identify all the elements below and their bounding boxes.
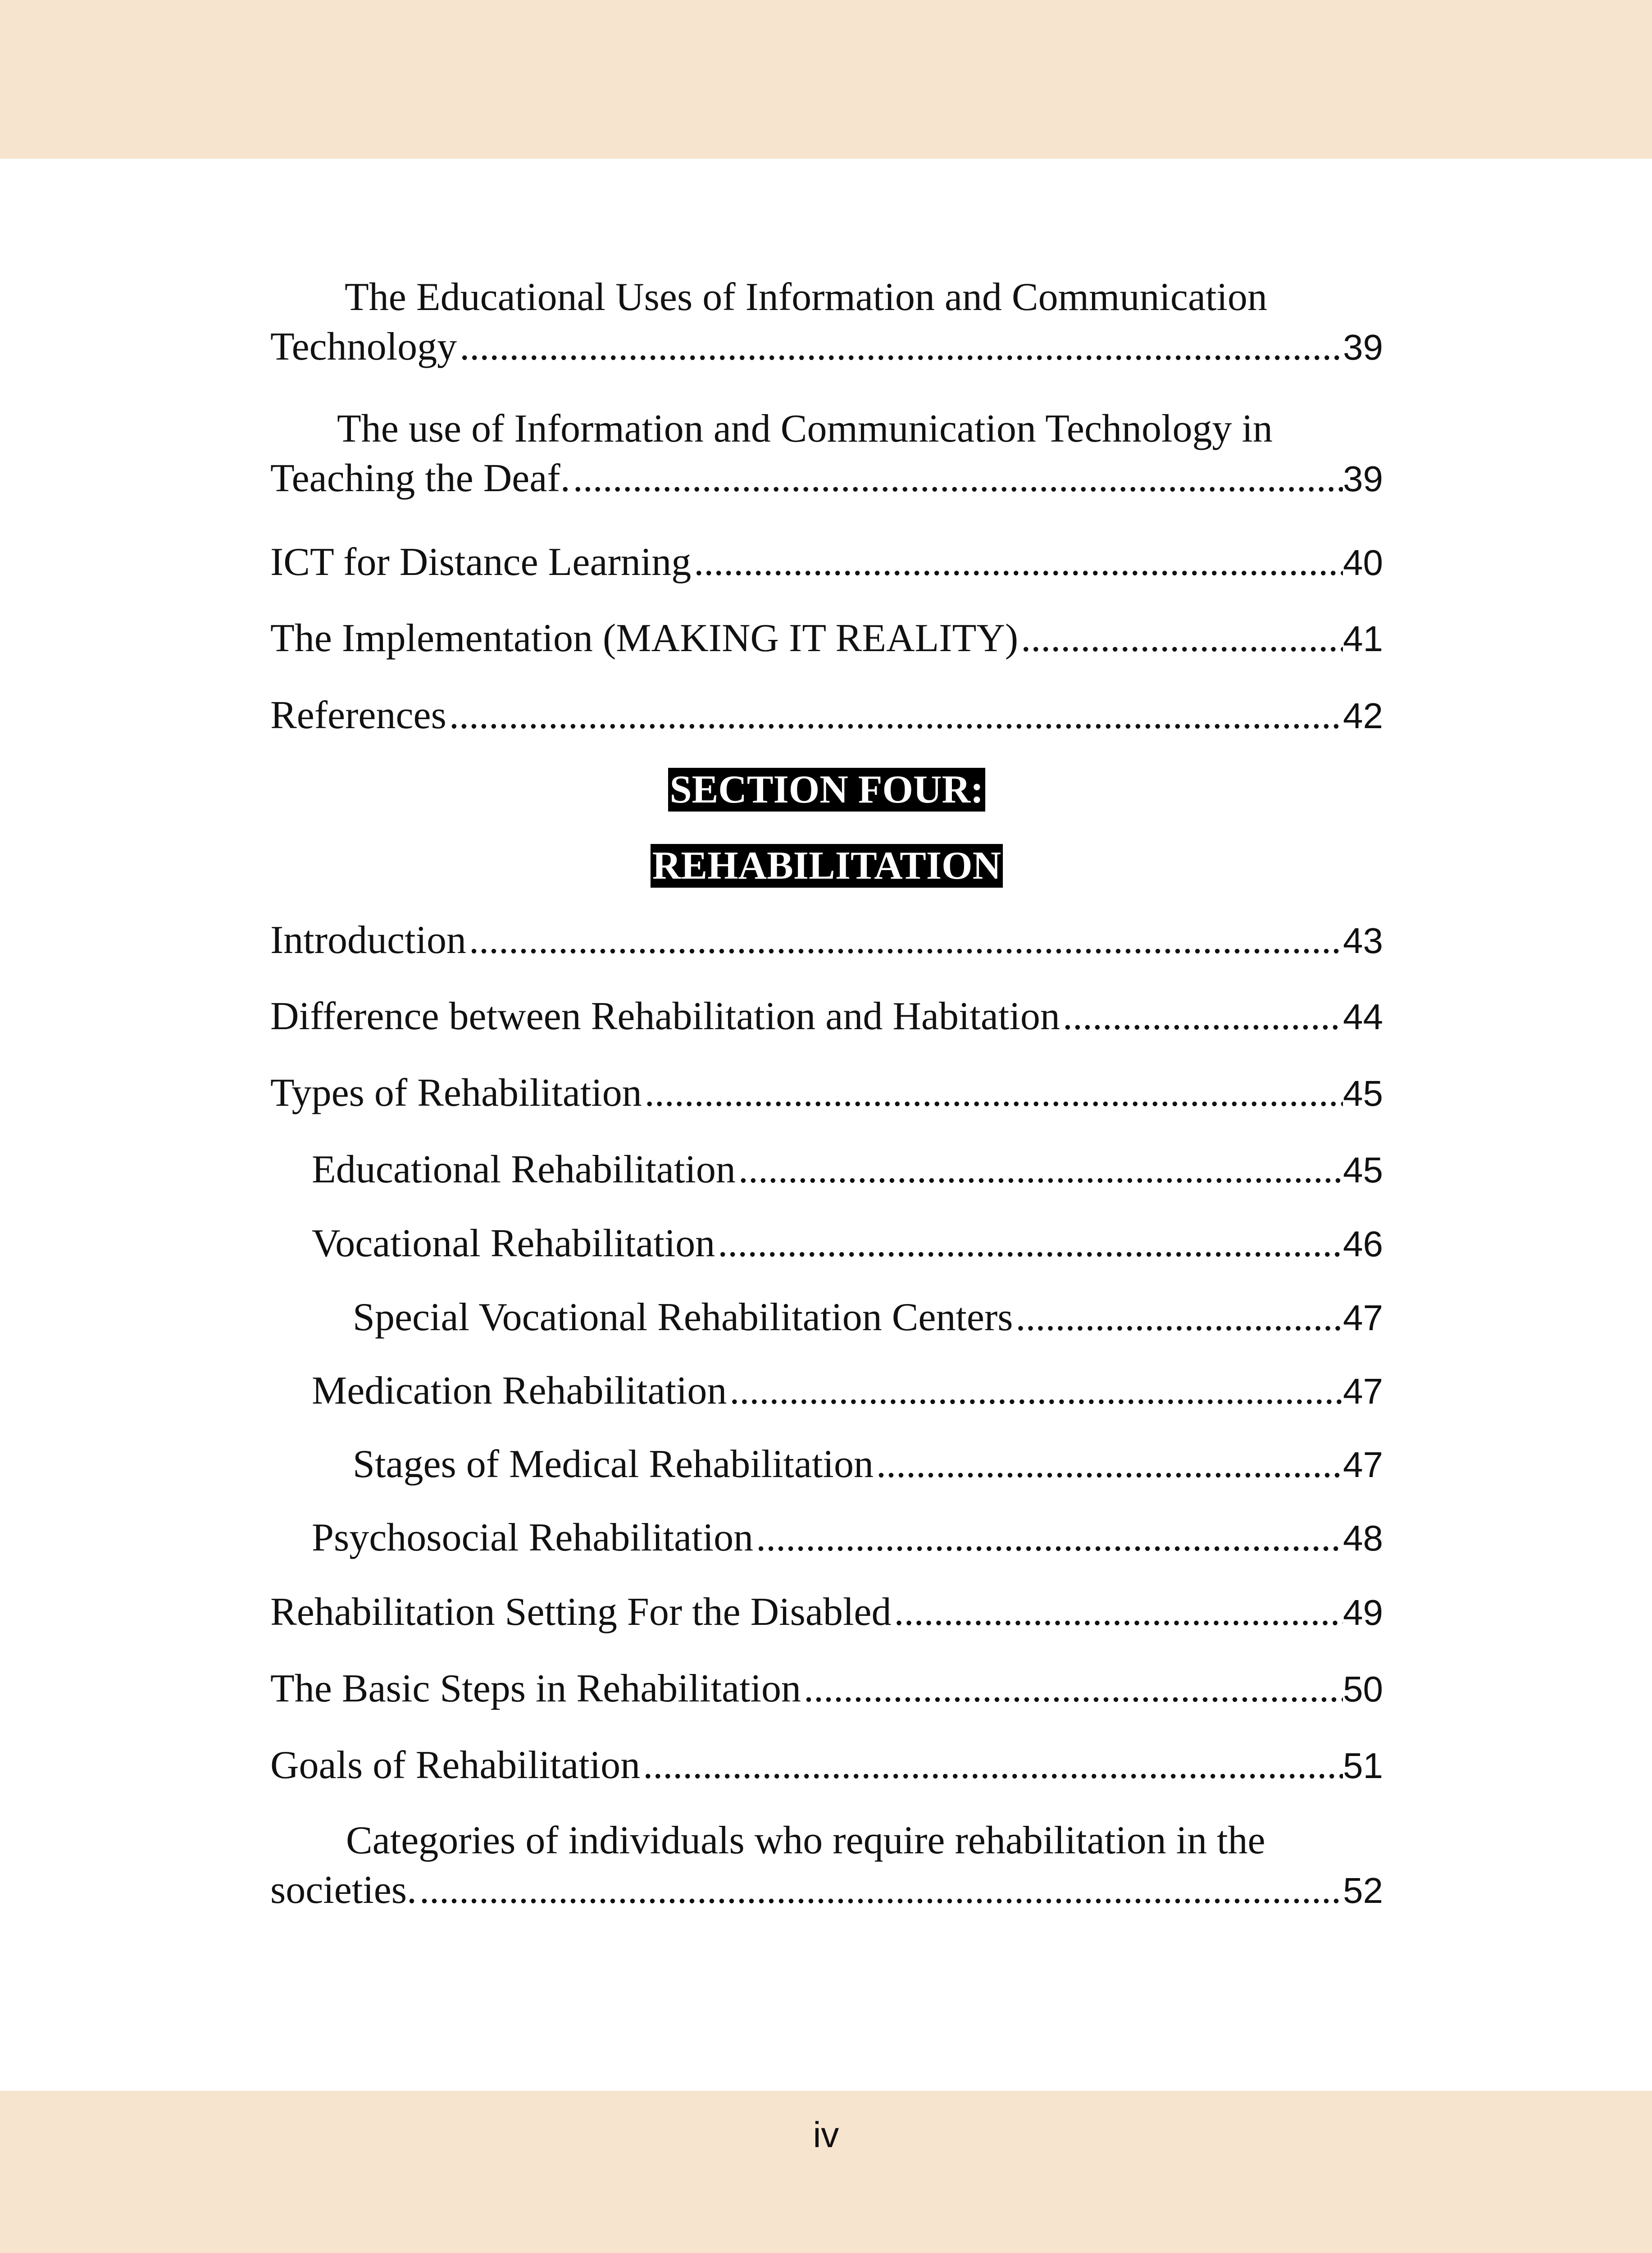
toc-entry[interactable] <box>270 1068 1383 1118</box>
toc-entry-title: Types of Rehabilitation <box>270 1071 642 1115</box>
toc-leader-dots <box>891 1587 1343 1637</box>
toc-entry-lead: The Educational Uses of Information and Communication <box>345 275 1267 319</box>
toc-leader-dots <box>715 1219 1343 1268</box>
toc-entry-title: Psychosocial Rehabilitation <box>312 1516 754 1560</box>
section-heading-text: SECTION FOUR: <box>668 768 986 812</box>
toc-leader-dots <box>1013 1293 1343 1342</box>
toc-entry-title: Vocational Rehabilitation <box>312 1222 715 1265</box>
section-heading-line-2 <box>270 841 1383 891</box>
toc-entry-lead: The use of Information and Communication Technology in <box>337 407 1273 451</box>
toc-leader-dots <box>640 1741 1343 1790</box>
toc-entry-page: 48 <box>1343 1518 1383 1558</box>
toc-leader-dots <box>457 322 1343 372</box>
toc-entry-page: 50 <box>1343 1669 1383 1709</box>
toc-entry-page: 45 <box>1343 1150 1383 1190</box>
toc-entry-page: 47 <box>1343 1298 1383 1338</box>
toc-entry[interactable] <box>270 916 1383 965</box>
toc-entry-page: 51 <box>1343 1746 1383 1786</box>
toc-leader-dots <box>691 538 1343 587</box>
toc-entry-page: 42 <box>1343 696 1383 736</box>
toc-entry-title: Special Vocational Rehabilitation Centers <box>353 1295 1013 1339</box>
header-band <box>0 0 1652 159</box>
toc-entry[interactable] <box>270 538 1383 587</box>
page-number: iv <box>813 2115 839 2155</box>
toc-entry[interactable] <box>270 691 1383 740</box>
toc-entry[interactable] <box>312 1219 1383 1268</box>
toc-entry-lead: Categories of individuals who require rehabilitation in the <box>346 1819 1265 1862</box>
toc-entry-title: Educational Rehabilitation <box>312 1148 736 1191</box>
section-heading-text: REHABILITATION <box>651 844 1003 888</box>
toc-leader-dots <box>874 1440 1343 1489</box>
toc-entry-title: Difference between Rehabilitation and Habitation <box>270 994 1060 1038</box>
toc-entry-title: Teaching the Deaf. <box>270 456 570 500</box>
toc-entry-title: The Implementation (MAKING IT REALITY) <box>270 616 1019 660</box>
toc-entry-title: The Basic Steps in Rehabilitation <box>270 1667 801 1710</box>
toc-entry-page: 49 <box>1343 1592 1383 1633</box>
toc-entry[interactable] <box>312 1145 1383 1195</box>
toc-entry[interactable] <box>270 992 1383 1041</box>
toc-entry-title: Technology <box>270 325 457 369</box>
toc-leader-dots <box>736 1145 1343 1195</box>
toc-entry-title: Stages of Medical Rehabilitation <box>353 1442 874 1486</box>
toc-entry-page: 47 <box>1343 1371 1383 1411</box>
toc-entry[interactable] <box>353 1440 1383 1489</box>
toc-entry-title: Rehabilitation Setting For the Disabled <box>270 1590 892 1634</box>
toc-entry-page: 52 <box>1343 1870 1383 1911</box>
toc-entry-page: 44 <box>1343 997 1383 1037</box>
toc-leader-dots <box>1060 992 1343 1041</box>
toc-entry-page: 45 <box>1343 1073 1383 1113</box>
toc-entry-page: 39 <box>1343 327 1383 367</box>
toc-leader-dots <box>1018 614 1343 663</box>
toc-entry-title: societies. <box>270 1868 417 1912</box>
toc-leader-dots <box>446 691 1343 740</box>
toc-entry[interactable] <box>270 404 1383 503</box>
toc-entry[interactable] <box>270 273 1383 372</box>
toc-entry-page: 46 <box>1343 1224 1383 1264</box>
toc-entry-page: 41 <box>1343 619 1383 659</box>
toc-entry-title: Goals of Rehabilitation <box>270 1743 641 1787</box>
toc-entry[interactable] <box>353 1293 1383 1342</box>
toc-entry[interactable] <box>270 614 1383 663</box>
toc-entry[interactable] <box>270 1816 1383 1915</box>
toc-leader-dots <box>801 1664 1343 1714</box>
toc-entry[interactable] <box>270 1664 1383 1714</box>
toc-entry[interactable] <box>312 1513 1383 1563</box>
toc-entry-page: 39 <box>1343 459 1383 499</box>
toc-entry[interactable] <box>270 1587 1383 1637</box>
toc-entry-page: 40 <box>1343 543 1383 583</box>
toc-leader-dots <box>466 916 1343 965</box>
toc-entry-page: 47 <box>1343 1445 1383 1485</box>
toc-entry-title: References <box>270 693 446 737</box>
toc-entry-title: Introduction <box>270 918 467 962</box>
toc-entry-page: 43 <box>1343 921 1383 961</box>
toc-entry-title: ICT for Distance Learning <box>270 540 692 584</box>
toc-leader-dots <box>727 1366 1343 1416</box>
toc-leader-dots <box>417 1865 1343 1915</box>
toc-entry-title: Medication Rehabilitation <box>312 1369 727 1413</box>
toc-leader-dots <box>642 1068 1343 1118</box>
toc-entry[interactable] <box>312 1366 1383 1416</box>
toc-leader-dots <box>570 454 1343 503</box>
toc-entry[interactable] <box>270 1741 1383 1790</box>
section-heading-line-1 <box>270 765 1383 815</box>
toc-leader-dots <box>753 1513 1343 1563</box>
